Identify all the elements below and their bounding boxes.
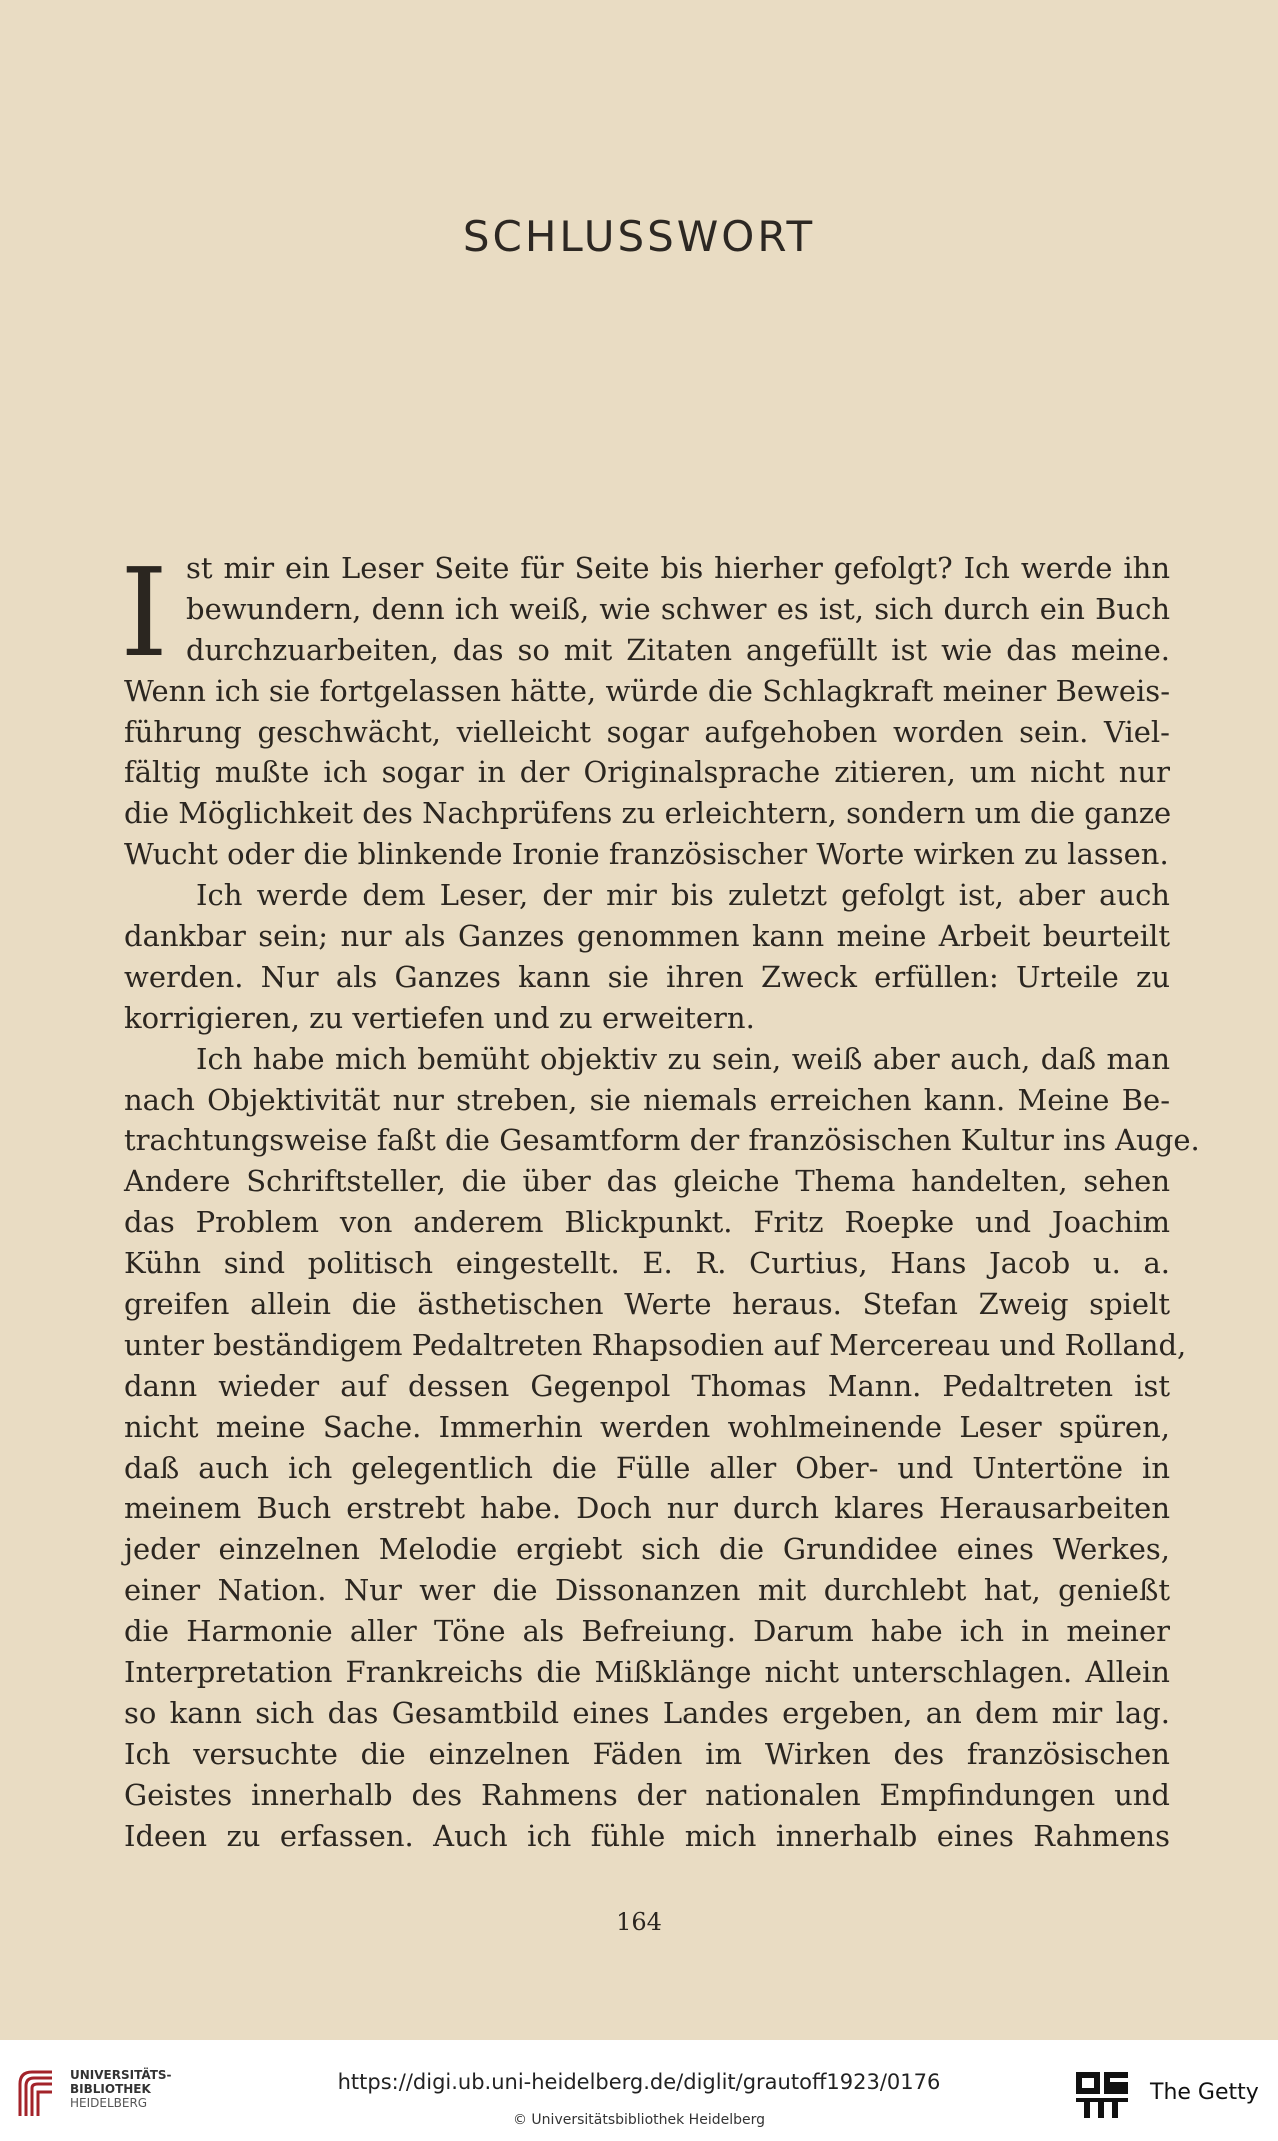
text-line: durchzuarbeiten, das so mit Zitaten angefüllt ist wie das meine. [186,632,1170,667]
permalink-url[interactable]: https://digi.ub.uni-heidelberg.de/diglit/grautoff1923/0176 [337,2070,941,2094]
text-line: werden. Nur als Ganzes kann sie ihren Zweck erfüllen: Urteile zu [124,959,1170,994]
text-line: einer Nation. Nur wer die Dissonanzen mit durchlebt hat, genießt [124,1573,1170,1608]
text-line: die Möglichkeit des Nachprüfens zu erleichtern, sondern um die ganze [124,796,1172,831]
text-line: trachtungsweise faßt die Gesamtform der französischen Kultur ins Auge. [124,1123,1200,1158]
text-line: Ich werde dem Leser, der mir bis zuletzt gefolgt ist, aber auch [196,878,1170,913]
text-line: Ideen zu erfassen. Auch ich fühle mich innerhalb eines Rahmens [124,1818,1170,1853]
text-line: st mir ein Leser Seite für Seite bis hierher gefolgt? Ich werde ihn [186,551,1170,585]
text-line: korrigieren, zu vertiefen und zu erweitern. [124,1000,755,1035]
chapter-title: SCHLUSSWORT [462,212,816,261]
page-number: 164 [616,1908,662,1936]
text-line: Ich habe mich bemüht objektiv zu sein, weiß aber auch, daß man [196,1041,1170,1076]
text-line: bewundern, denn ich weiß, wie schwer es ist, sich durch ein Buch [186,591,1170,626]
text-line: fältig mußte ich sogar in der Originalsprache zitieren, um nicht nur [124,755,1170,790]
body-text [124,548,1200,1857]
drop-cap: I [120,542,169,684]
text-line: Ich versuchte die einzelnen Fäden im Wirken des französischen [124,1736,1170,1771]
institution-line2: BIBLIOTHEK [70,2082,151,2096]
text-line: Andere Schriftsteller, die über das gleiche Thema handelten, sehen [124,1164,1170,1199]
institution-line3: HEIDELBERG [70,2096,148,2110]
getty-logo-icon[interactable] [1074,2070,1130,2120]
text-line: die Harmonie aller Töne als Befreiung. Darum habe ich in meiner [124,1614,1170,1649]
text-line: jeder einzelnen Melodie ergiebt sich die Grundidee eines Werkes, [124,1532,1170,1567]
copyright-text: © Universitätsbibliothek Heidelberg [512,2112,765,2128]
text-line: unter beständigem Pedaltreten Rhapsodien auf Mercereau und Rolland, [124,1327,1187,1362]
text-line: Wucht oder die blinkende Ironie französischer Worte wirken zu lassen. [124,837,1169,872]
text-line: daß auch ich gelegentlich die Fülle aller Ober- und Untertöne in [124,1450,1170,1485]
text-line: dankbar sein; nur als Ganzes genommen kann meine Arbeit beurteilt [124,919,1170,954]
text-line: dann wieder auf dessen Gegenpol Thomas Mann. Pedaltreten ist [124,1368,1170,1403]
institution-line1: UNIVERSITÄTS- [70,2068,172,2082]
text-line: das Problem von anderem Blickpunkt. Fritz Roepke und Joachim [124,1205,1170,1240]
text-line: nicht meine Sache. Immerhin werden wohlmeinende Leser spüren, [124,1409,1170,1444]
text-line: Kühn sind politisch eingestellt. E. R. Curtius, Hans Jacob u. a. [124,1246,1170,1281]
text-line: meinem Buch erstrebt habe. Doch nur durch klares Herausarbeiten [124,1491,1170,1526]
text-line: Wenn ich sie fortgelassen hätte, würde die Schlagkraft meiner Beweis- [124,673,1170,708]
text-line: führung geschwächt, vielleicht sogar aufgehoben worden sein. Viel- [124,714,1170,749]
text-line: Interpretation Frankreichs die Mißklänge nicht unterschlagen. Allein [124,1655,1170,1690]
text-line: nach Objektivität nur streben, sie niemals erreichen kann. Meine Be- [124,1082,1170,1117]
partner-name: The Getty [1150,2080,1259,2105]
footer-bar [0,2040,1278,2141]
text-line: greifen allein die ästhetischen Werte heraus. Stefan Zweig spielt [124,1287,1170,1322]
text-line: so kann sich das Gesamtbild eines Landes ergeben, an dem mir lag. [124,1695,1170,1730]
text-line: Geistes innerhalb des Rahmens der nationalen Empfindungen und [124,1777,1170,1812]
